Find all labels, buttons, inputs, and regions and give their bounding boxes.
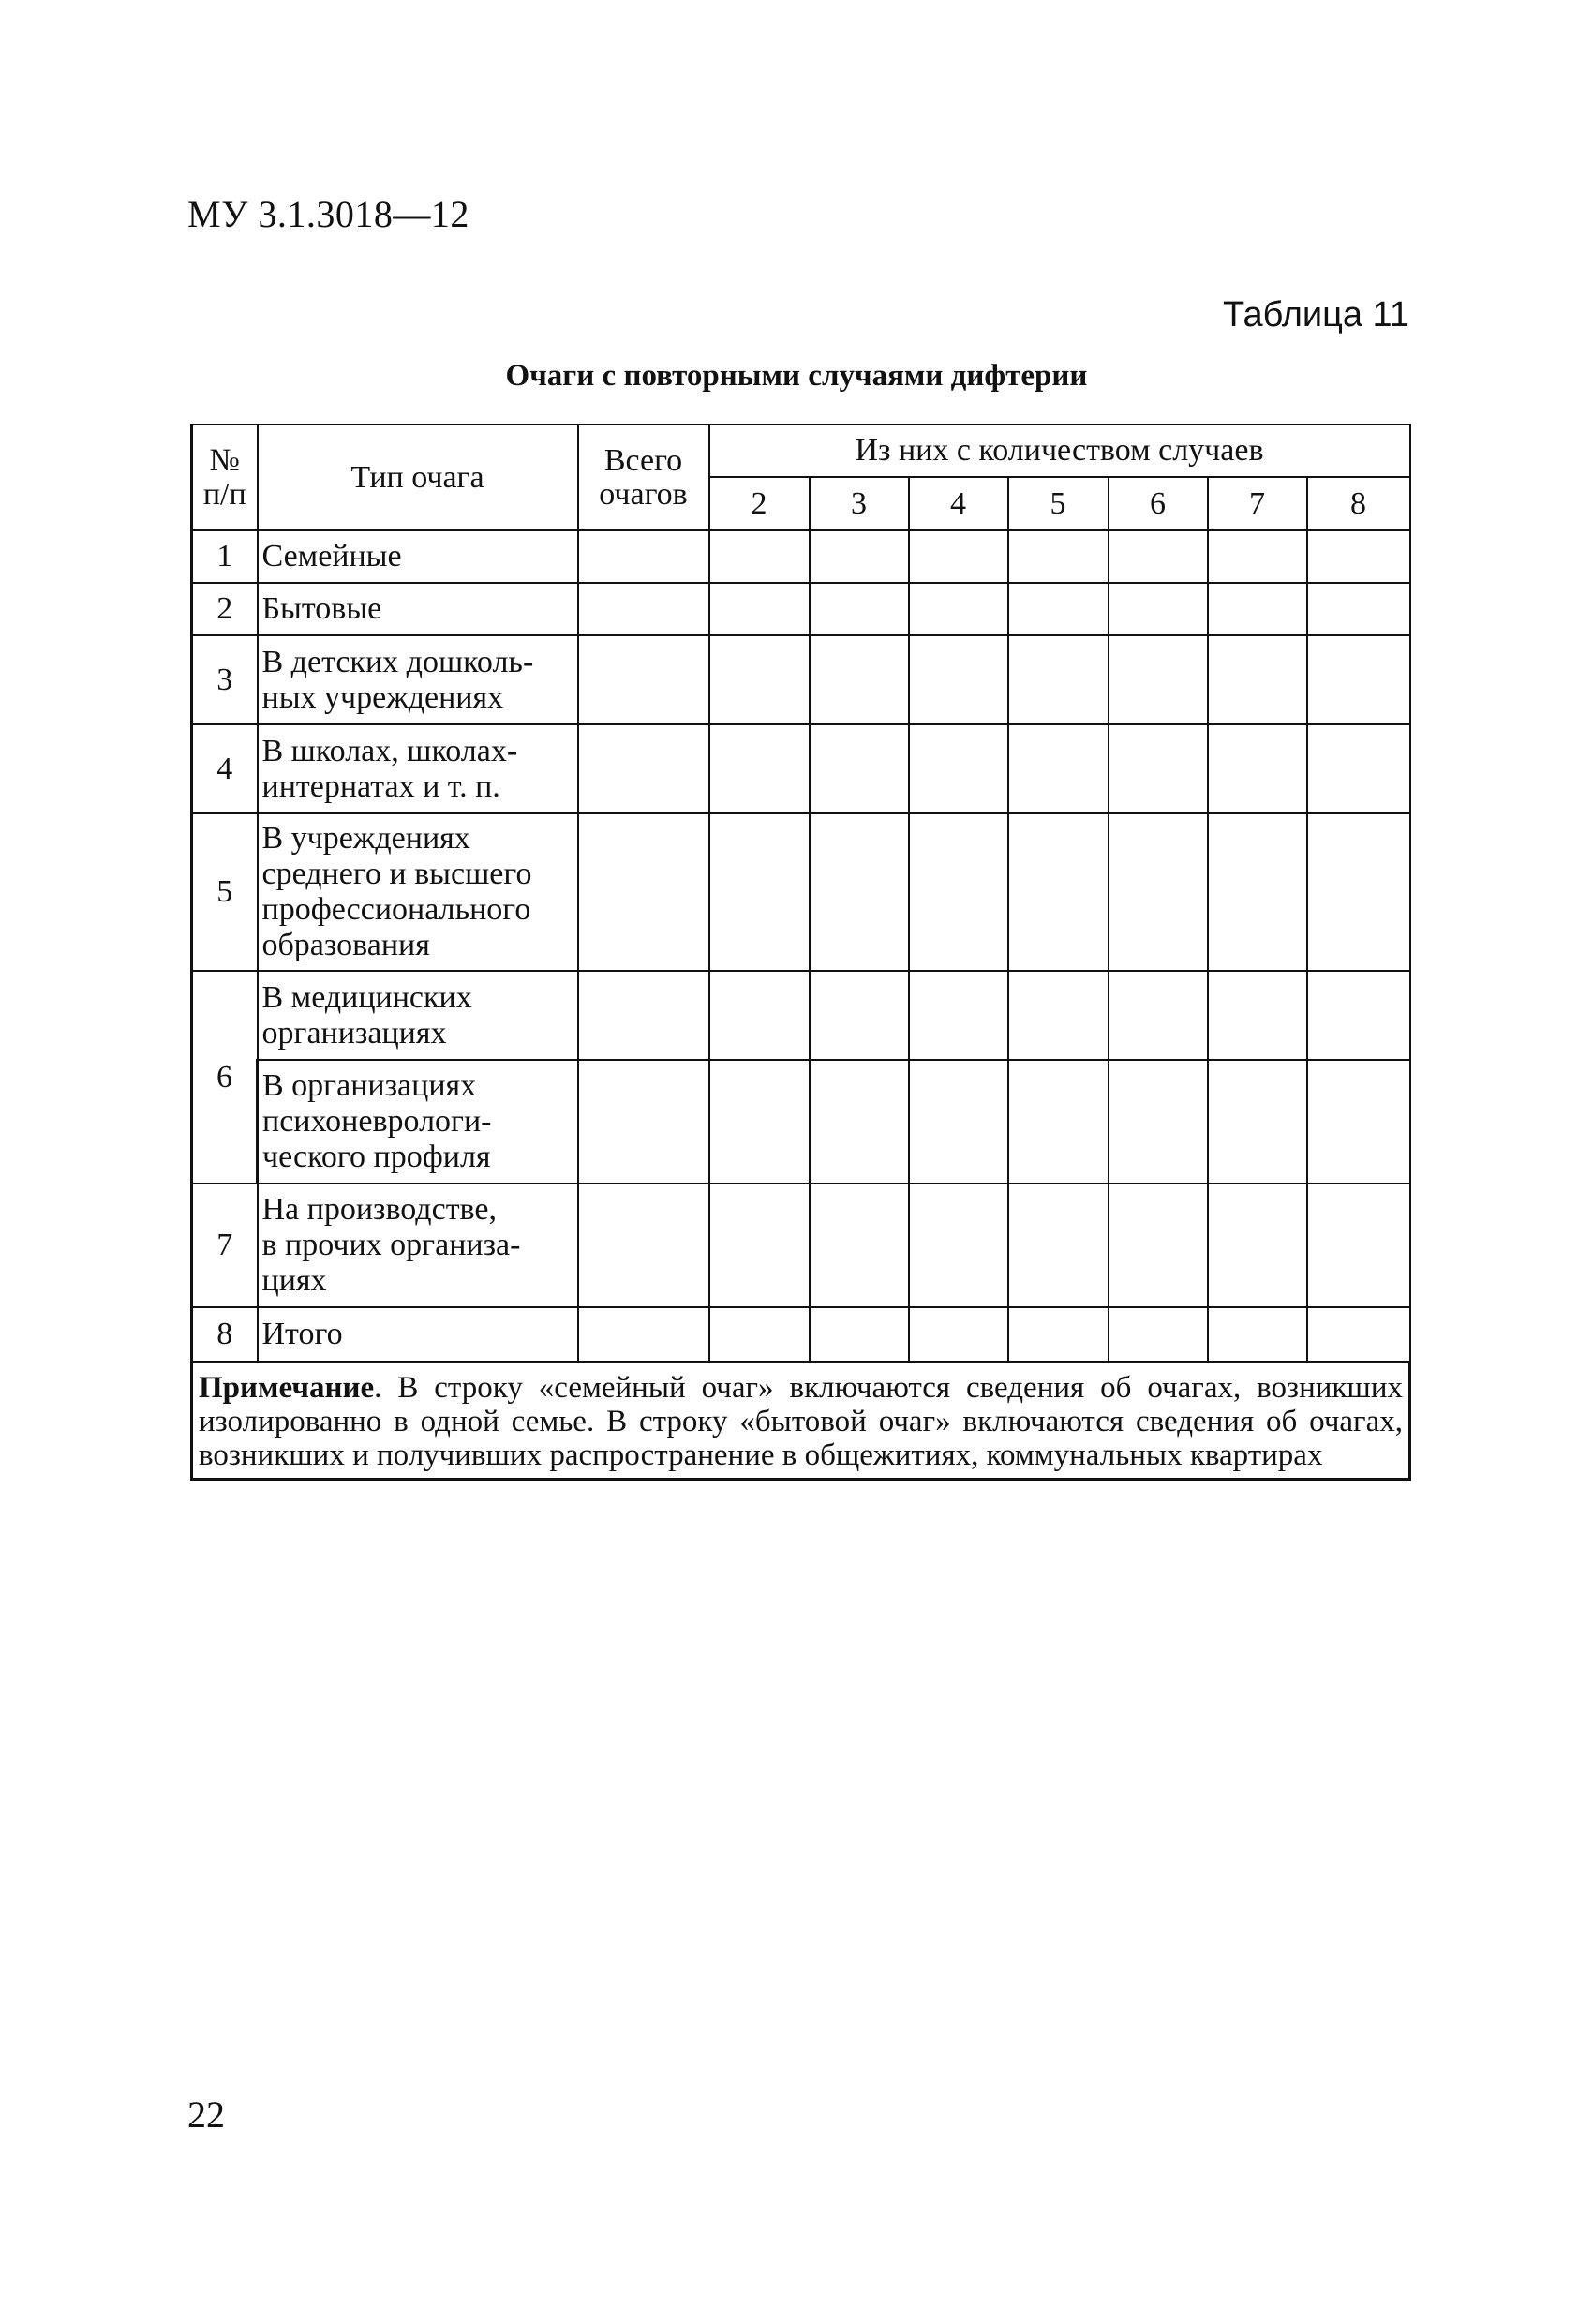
cell-empty — [1208, 530, 1307, 583]
row-type: В школах, школах- интернатах и т. п. — [258, 724, 578, 813]
cell-empty — [810, 1060, 909, 1184]
note-text: . В строку «семейный очаг» включаются сведения об очагах, возникших изолированно в одной семье. В строку «бытовой очаг» включаются сведения об очагах, возникших и получивших распространение в общежитиях, коммунальных квартирах — [199, 1370, 1403, 1472]
cell-empty — [909, 971, 1008, 1060]
table-row — [192, 1184, 1410, 1307]
cell-empty — [709, 724, 810, 813]
cell-empty — [1008, 971, 1109, 1060]
row-type: В детских дошколь- ных учреждениях — [258, 635, 578, 724]
cell-empty — [1109, 583, 1208, 635]
cell-empty — [1109, 1307, 1208, 1362]
table-row — [192, 813, 1410, 971]
cell-empty — [1307, 635, 1410, 724]
table-row — [192, 1060, 1410, 1184]
table-note — [192, 1362, 1410, 1479]
row-type: Итого — [258, 1307, 578, 1362]
table-title: Очаги с повторными случаями дифтерии — [505, 359, 1088, 393]
row-type: Семейные — [258, 530, 578, 583]
cell-empty — [578, 635, 709, 724]
cell-empty — [1307, 724, 1410, 813]
cell-empty — [578, 971, 709, 1060]
row-type: В учреждениях среднего и высшего профессионального образования — [258, 813, 578, 971]
cell-empty — [909, 530, 1008, 583]
cell-empty — [1008, 813, 1109, 971]
table-number: Таблица 11 — [1223, 295, 1409, 335]
row-num: 4 — [192, 724, 258, 813]
cell-empty — [1208, 813, 1307, 971]
cell-empty — [909, 1060, 1008, 1184]
cell-empty — [709, 635, 810, 724]
cell-empty — [1008, 583, 1109, 635]
row-type: В организациях психоневрологи- ческого профиля — [258, 1060, 578, 1184]
cell-empty — [1208, 1184, 1307, 1307]
header-count-8: 8 — [1307, 477, 1410, 530]
cell-empty — [1109, 971, 1208, 1060]
header-count-5: 5 — [1008, 477, 1109, 530]
row-num: 6 — [192, 971, 258, 1184]
cell-empty — [1208, 1307, 1307, 1362]
cell-empty — [709, 1060, 810, 1184]
cell-empty — [810, 635, 909, 724]
cell-empty — [810, 530, 909, 583]
header-type: Тип очага — [258, 425, 578, 530]
header-count-2: 2 — [709, 477, 810, 530]
cell-empty — [810, 724, 909, 813]
header-num: № п/п — [192, 425, 258, 530]
cell-empty — [810, 971, 909, 1060]
cell-empty — [909, 583, 1008, 635]
cell-empty — [1307, 971, 1410, 1060]
row-type: В медицинских организациях — [258, 971, 578, 1060]
cell-empty — [909, 635, 1008, 724]
cell-empty — [578, 813, 709, 971]
cell-empty — [709, 813, 810, 971]
header-count-3: 3 — [810, 477, 909, 530]
cell-empty — [909, 813, 1008, 971]
cell-empty — [1008, 635, 1109, 724]
cell-empty — [1109, 813, 1208, 971]
cell-empty — [1307, 1060, 1410, 1184]
header-count-7: 7 — [1208, 477, 1307, 530]
note-row — [192, 1362, 1410, 1479]
cell-empty — [578, 1307, 709, 1362]
cell-empty — [909, 1307, 1008, 1362]
cell-empty — [1109, 1060, 1208, 1184]
row-num: 1 — [192, 530, 258, 583]
cell-empty — [810, 1184, 909, 1307]
note-label: Примечание — [199, 1370, 375, 1405]
cell-empty — [578, 583, 709, 635]
cell-empty — [810, 1307, 909, 1362]
cell-empty — [1208, 1060, 1307, 1184]
cell-empty — [1008, 530, 1109, 583]
row-num: 8 — [192, 1307, 258, 1362]
cell-empty — [1307, 1307, 1410, 1362]
cell-empty — [1208, 724, 1307, 813]
cell-empty — [1109, 724, 1208, 813]
cell-empty — [578, 724, 709, 813]
cell-empty — [709, 1184, 810, 1307]
document-code: МУ 3.1.3018—12 — [187, 193, 469, 235]
table-row-total — [192, 1307, 1410, 1362]
cell-empty — [709, 583, 810, 635]
cell-empty — [1109, 1184, 1208, 1307]
cell-empty — [909, 1184, 1008, 1307]
cell-empty — [1208, 971, 1307, 1060]
cell-empty — [810, 813, 909, 971]
page-number: 22 — [187, 2093, 225, 2136]
row-num: 5 — [192, 813, 258, 971]
cell-empty — [709, 530, 810, 583]
cell-empty — [1307, 813, 1410, 971]
cell-empty — [1008, 1307, 1109, 1362]
header-cases-group: Из них с количеством случаев — [709, 425, 1410, 477]
cell-empty — [1307, 530, 1410, 583]
cell-empty — [709, 971, 810, 1060]
cell-empty — [1307, 583, 1410, 635]
cell-empty — [1208, 635, 1307, 724]
cell-empty — [1208, 583, 1307, 635]
cell-empty — [810, 583, 909, 635]
cell-empty — [709, 1307, 810, 1362]
header-count-4: 4 — [909, 477, 1008, 530]
cell-empty — [1307, 1184, 1410, 1307]
row-num: 3 — [192, 635, 258, 724]
header-count-6: 6 — [1109, 477, 1208, 530]
table-row — [192, 971, 1410, 1060]
cell-empty — [1008, 1184, 1109, 1307]
row-num: 7 — [192, 1184, 258, 1307]
header-row — [192, 425, 1410, 477]
table-row — [192, 724, 1410, 813]
table-row — [192, 583, 1410, 635]
row-type: На производстве, в прочих организа- циях — [258, 1184, 578, 1307]
row-type: Бытовые — [258, 583, 578, 635]
cell-empty — [1109, 530, 1208, 583]
foci-table — [190, 424, 1411, 1481]
row-num: 2 — [192, 583, 258, 635]
table-row — [192, 635, 1410, 724]
cell-empty — [909, 724, 1008, 813]
header-total: Всего очагов — [578, 425, 709, 530]
cell-empty — [578, 530, 709, 583]
cell-empty — [578, 1060, 709, 1184]
cell-empty — [578, 1184, 709, 1307]
cell-empty — [1008, 724, 1109, 813]
cell-empty — [1008, 1060, 1109, 1184]
table-row — [192, 530, 1410, 583]
cell-empty — [1109, 635, 1208, 724]
